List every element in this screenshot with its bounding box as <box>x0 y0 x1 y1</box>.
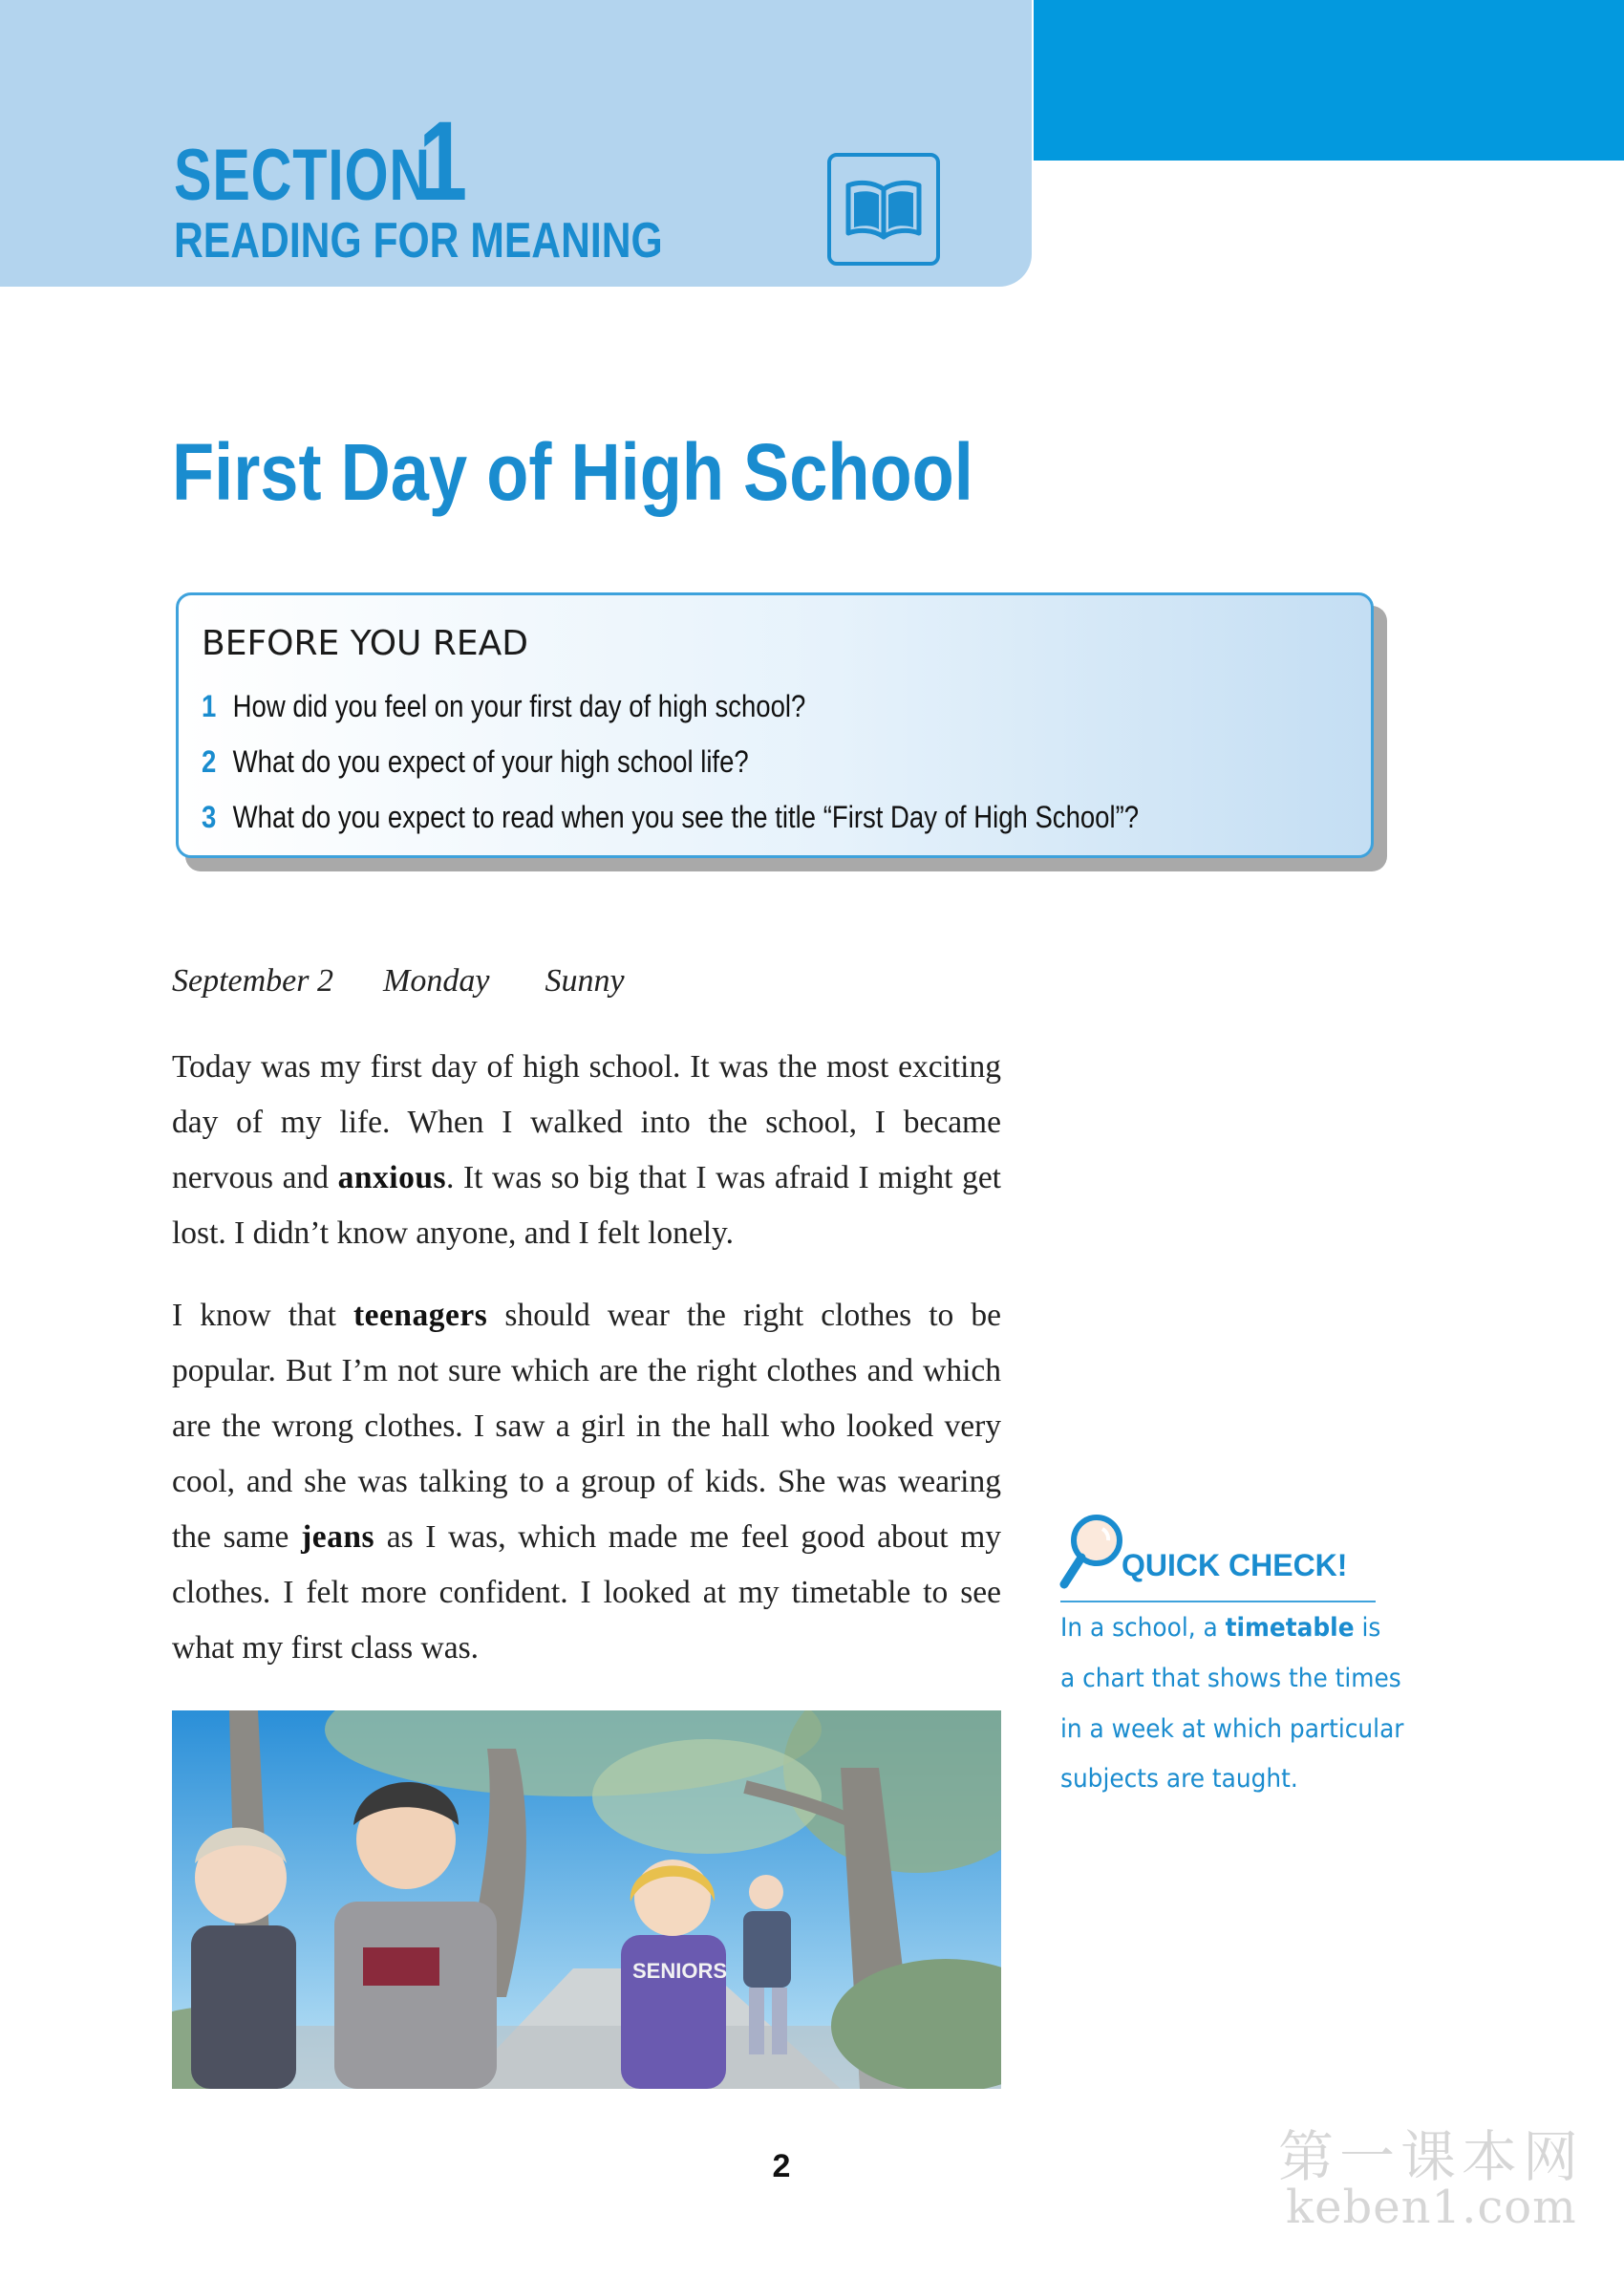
paragraph-text: should wear the right clothes to be popular. But I’m not sure which are the right clothes and which are the wrong clothes. I saw a girl in the hall who looked very cool, and she was talking to a group of kids. She was wearing the same <box>172 1298 1001 1555</box>
open-book-icon <box>827 153 940 266</box>
quick-check-text: In a school, a <box>1060 1613 1226 1643</box>
section-subtitle: READING FOR MEANING <box>174 213 663 269</box>
paragraph-text: I know that <box>172 1298 354 1333</box>
question-text: What do you expect to read when you see the title “First Day of High School”? <box>232 800 1140 834</box>
watermark-chinese: 第一课本网 <box>1278 2124 1585 2189</box>
question-item <box>202 800 1139 835</box>
school-illustration <box>172 1710 1001 2089</box>
section-label: SECTION <box>174 135 431 216</box>
watermark-url: keben1.com <box>1286 2181 1577 2234</box>
shirt-text: SENIORS <box>632 1959 728 1983</box>
page-number: 2 <box>772 2148 791 2184</box>
question-text: How did you feel on your first day of high school? <box>232 689 806 723</box>
quick-check-divider <box>1060 1601 1376 1602</box>
quick-check-line: in a week at which particular <box>1060 1714 1404 1744</box>
question-number: 3 <box>202 800 217 834</box>
diary-day: Monday <box>383 963 490 999</box>
quick-check-text: is <box>1354 1613 1381 1643</box>
diary-weather: Sunny <box>545 963 625 999</box>
paragraph-text: Today was my first day of high school. It was the most exciting day of my life. When I walked into the school, I became nervous and <box>172 1049 1001 1195</box>
magnifier-icon <box>1058 1512 1125 1594</box>
quick-check-keyword: timetable <box>1225 1613 1355 1643</box>
before-you-read-box <box>176 592 1374 858</box>
quick-check-line: subjects are taught. <box>1060 1764 1298 1794</box>
question-item <box>202 744 749 780</box>
vocab-teenagers: teenagers <box>353 1298 488 1333</box>
question-item <box>202 689 805 724</box>
diary-dateline <box>172 963 625 1000</box>
question-number: 2 <box>202 744 217 779</box>
paragraph-text: . It was so big that I was afraid I might get lost. I didn’t know anyone, and I felt lonely. <box>172 1160 1001 1251</box>
question-text: What do you expect of your high school life? <box>232 744 749 779</box>
paragraph-1 <box>172 1040 1001 1261</box>
question-number: 1 <box>202 689 217 723</box>
before-you-read-heading: BEFORE YOU READ <box>202 624 528 663</box>
students-walking-illustration <box>172 1710 1001 2089</box>
page-title: First Day of High School <box>172 427 973 517</box>
quick-check-title: QUICK CHECK! <box>1122 1548 1348 1582</box>
section-number: 1 <box>418 98 468 225</box>
paragraph-text: as I was, which made me feel good about my clothes. I felt more confident. I looked at my timetable to see what my first class was. <box>172 1519 1001 1666</box>
quick-check-line: a chart that shows the times <box>1060 1664 1401 1693</box>
diary-date: September 2 <box>172 963 334 999</box>
quick-check-line <box>1060 1613 1381 1643</box>
paragraph-2 <box>172 1288 1001 1676</box>
vocab-jeans: jeans <box>301 1519 375 1555</box>
header-accent-bar <box>1034 0 1624 161</box>
vocab-anxious: anxious <box>337 1160 446 1195</box>
